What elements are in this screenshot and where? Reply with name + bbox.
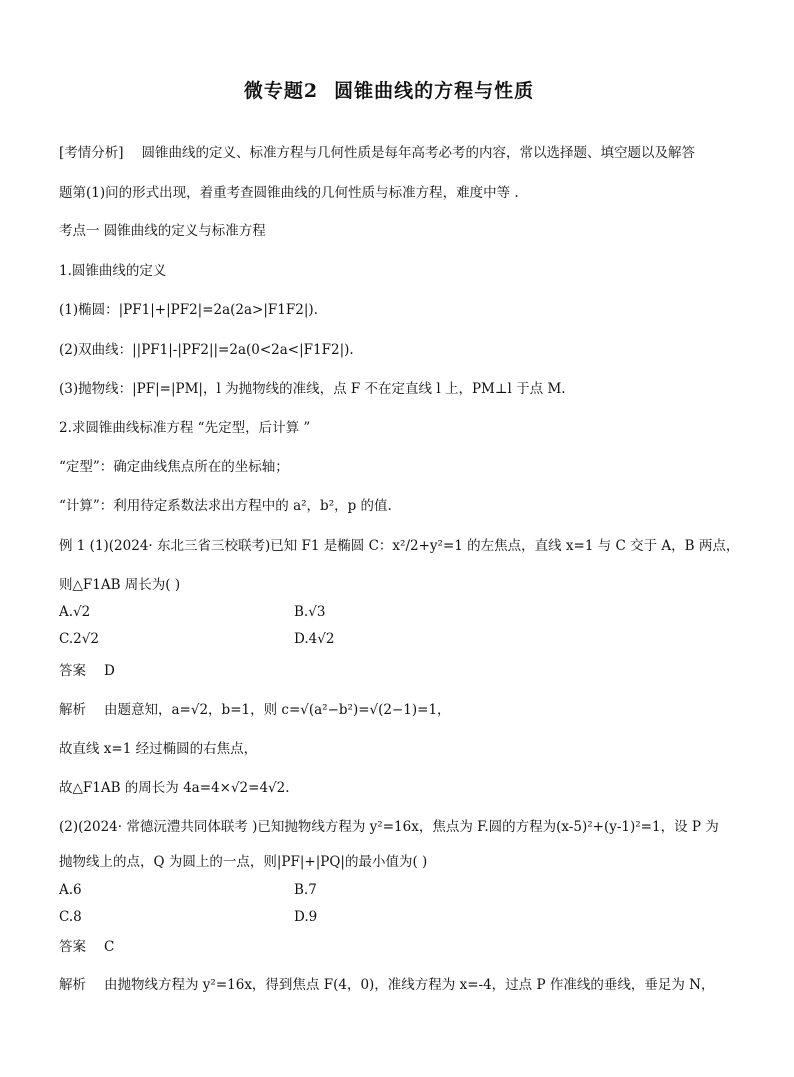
page-title	[0, 76, 794, 103]
solution-text: 由题意知，a=√2，b=1，则 c=√(a²−b²)=√(2−1)=1，	[104, 702, 451, 718]
method-step-2: “计算”：利用待定系数法求出方程中的 a²，b²，p 的值.	[59, 498, 392, 514]
choice-d: D.4√2	[294, 631, 335, 647]
solution-1-line-2: 故直线 x=1 经过椭圆的右焦点，	[59, 741, 258, 757]
section-heading: 考点一 圆锥曲线的定义与标准方程	[59, 223, 266, 239]
method-title: 2.求圆锥曲线标准方程 “先定型，后计算 ”	[59, 420, 311, 436]
solution-1-line-1	[59, 701, 451, 719]
answer-2	[59, 938, 114, 956]
choice2-b: B.7	[294, 882, 317, 898]
example1-question-line-1: 例 1 (1)(2024· 东北三省三校联考)已知 F1 是椭圆 C：x²/2+y²=1 的左焦点，直线 x=1 与 C 交于 A，B 两点，	[59, 538, 740, 554]
solution-tag: 解析	[59, 702, 86, 718]
answer-tag: 答案	[59, 939, 86, 955]
choice-b: B.√3	[294, 604, 326, 620]
analysis-line-2: 题第(1)问的形式出现，着重考查圆锥曲线的几何性质与标准方程，难度中等 .	[59, 185, 519, 201]
title-main: 圆锥曲线的方程与性质	[334, 80, 535, 102]
definition-hyperbola: (2)双曲线：||PF1|-|PF2||=2a(0<2a<|F1F2|).	[59, 342, 354, 358]
analysis-text-1: 圆锥曲线的定义、标准方程与几何性质是每年高考必考的内容，常以选择题、填空题以及解答	[141, 145, 696, 161]
solution-1-line-3: 故△F1AB 的周长为 4a=4×√2=4√2.	[59, 780, 290, 796]
solution-2-line-1	[59, 976, 714, 994]
example1-part2-line-1: (2)(2024· 常德沅澧共同体联考 )已知抛物线方程为 y²=16x，焦点为 F.圆的方程为(x-5)²+(y-1)²=1，设 P 为	[59, 819, 719, 835]
answer-1	[59, 662, 115, 680]
choice2-c: C.8	[59, 909, 82, 925]
choice-a: A.√2	[59, 604, 91, 620]
analysis-tag: [考情分析]	[59, 145, 124, 161]
choice2-d: D.9	[294, 909, 318, 925]
definition-ellipse: (1)椭圆：|PF1|+|PF2|=2a(2a>|F1F2|).	[59, 302, 318, 318]
answer-value: C	[104, 939, 115, 955]
definition-title: 1.圆锥曲线的定义	[59, 263, 167, 279]
answer-value: D	[104, 663, 115, 679]
solution-tag: 解析	[59, 977, 86, 993]
solution-text: 由抛物线方程为 y²=16x，得到焦点 F(4，0)，准线方程为 x=-4，过点 P 作准线的垂线，垂足为 N，	[104, 977, 715, 993]
choice-c: C.2√2	[59, 631, 99, 647]
method-step-1: “定型”：确定曲线焦点所在的坐标轴；	[59, 459, 289, 475]
example1-part2-line-2: 抛物线上的点，Q 为圆上的一点，则|PF|+|PQ|的最小值为( )	[59, 854, 428, 870]
analysis-line-1	[59, 144, 695, 162]
title-prefix: 微专题2	[243, 80, 319, 102]
definition-parabola: (3)抛物线：|PF|=|PM|，l 为抛物线的准线，点 F 不在定直线 l 上，PM⊥l 于点 M.	[59, 381, 566, 397]
answer-tag: 答案	[59, 663, 86, 679]
choice2-a: A.6	[59, 882, 82, 898]
example1-question-line-2: 则△F1AB 周长为( )	[59, 577, 181, 593]
